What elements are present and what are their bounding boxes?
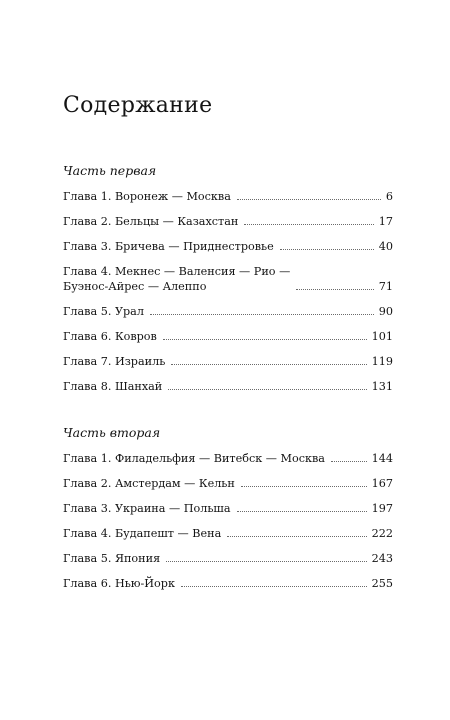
toc-entry[interactable] <box>63 189 393 204</box>
page-number: 167 <box>371 477 393 490</box>
dot-leader <box>244 224 373 225</box>
page-number: 131 <box>371 380 393 393</box>
page-number: 90 <box>378 305 393 318</box>
chapter-title: Глава 1. Филадельфия — Витебск — Москва <box>63 452 325 465</box>
toc-entry[interactable] <box>63 576 393 591</box>
page-number: 6 <box>385 190 393 203</box>
toc-entry[interactable] <box>63 551 393 566</box>
dot-leader <box>237 511 367 512</box>
page-number: 71 <box>378 280 393 293</box>
toc-entry[interactable] <box>63 214 393 229</box>
chapter-title: Глава 3. Бричева — Приднестровье <box>63 240 274 253</box>
toc-entry[interactable] <box>63 239 393 254</box>
toc-entry[interactable] <box>63 526 393 541</box>
dot-leader <box>163 339 367 340</box>
chapter-title: Глава 3. Украина — Польша <box>63 502 231 515</box>
chapter-title: Глава 1. Воронеж — Москва <box>63 190 231 203</box>
dot-leader <box>227 536 366 537</box>
toc-entry[interactable] <box>63 501 393 516</box>
chapter-title: Глава 5. Япония <box>63 552 161 565</box>
page-number: 255 <box>371 577 393 590</box>
chapter-title: Глава 4. Будапешт — Вена <box>63 527 222 540</box>
page-number: 101 <box>371 330 393 343</box>
page-number: 119 <box>371 355 393 368</box>
dot-leader <box>241 486 367 487</box>
page-number: 222 <box>371 527 393 540</box>
toc-entry[interactable] <box>63 329 393 344</box>
toc-entry[interactable] <box>63 379 393 394</box>
chapter-title: Глава 7. Израиль <box>63 355 166 368</box>
toc-entry[interactable] <box>63 354 393 369</box>
dot-leader <box>166 561 367 562</box>
chapter-title: Глава 4. Мекнес — Валенсия — Рио — Буэнос-Айрес — Алеппо <box>63 265 291 293</box>
part-heading: Часть первая <box>63 163 157 178</box>
page-number: 17 <box>378 215 393 228</box>
chapter-title: Глава 8. Шанхай <box>63 380 163 393</box>
dot-leader <box>150 314 374 315</box>
dot-leader <box>280 249 374 250</box>
page-number: 243 <box>371 552 393 565</box>
part-1 <box>63 163 393 394</box>
dot-leader <box>296 289 373 290</box>
toc-entry[interactable] <box>63 304 393 319</box>
chapter-title: Глава 6. Ковров <box>63 330 157 343</box>
chapter-title: Глава 2. Бельцы — Казахстан <box>63 215 239 228</box>
chapter-title: Глава 5. Урал <box>63 305 144 318</box>
dot-leader <box>237 199 381 200</box>
chapter-title: Глава 2. Амстердам — Кельн <box>63 477 235 490</box>
toc-entry[interactable] <box>63 476 393 491</box>
part-2 <box>63 425 393 591</box>
chapter-title: Глава 6. Нью-Йорк <box>63 577 175 590</box>
part-heading: Часть вторая <box>63 425 161 440</box>
toc-entry[interactable] <box>63 451 393 466</box>
page-number: 40 <box>378 240 393 253</box>
dot-leader <box>171 364 366 365</box>
dot-leader <box>331 461 367 462</box>
dot-leader <box>181 586 367 587</box>
dot-leader <box>168 389 366 390</box>
toc-entry[interactable] <box>63 264 393 294</box>
page-number: 144 <box>371 452 393 465</box>
page-title: Содержание <box>63 93 213 118</box>
page-number: 197 <box>371 502 393 515</box>
